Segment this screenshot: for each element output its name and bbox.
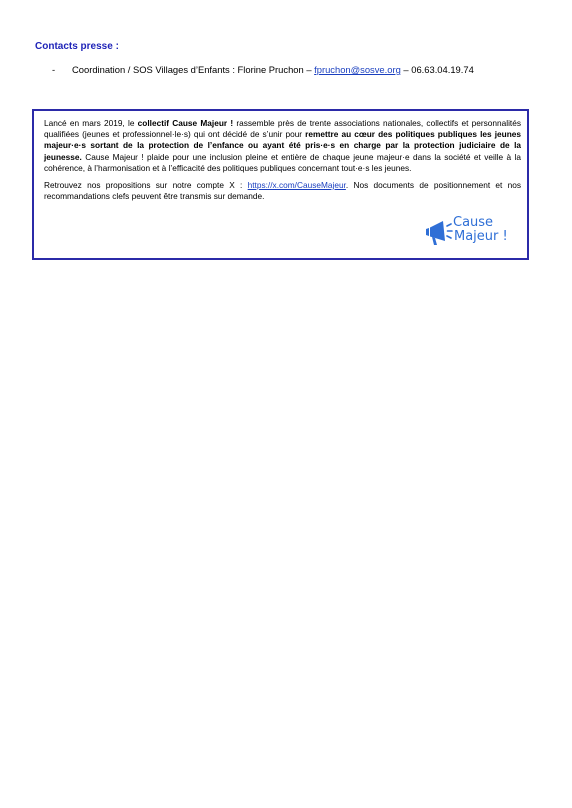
logo-line-2: Majeur ! (454, 229, 508, 244)
p1-collective-name: collectif Cause Majeur ! (137, 118, 234, 128)
contact-suffix: – 06.63.04.19.74 (400, 64, 474, 75)
info-paragraph-1 (44, 118, 521, 174)
contacts-heading: Contacts presse : (35, 41, 119, 52)
collective-info-box (32, 109, 529, 260)
p2-part-a: Retrouvez nos propositions sur notre compte X : (44, 180, 248, 191)
contact-line (52, 64, 474, 76)
contact-prefix: Coordination / SOS Villages d’Enfants : Florine Pruchon – (72, 64, 315, 75)
p2-part-b: . Nos documents de positionnement et nos recommandations clefs peuvent être transmis sur demande. (44, 180, 521, 202)
cause-majeur-logo (423, 215, 513, 249)
p1-part-e: Cause Majeur ! plaide pour une inclusion pleine et entière de chaque jeune majeur·e dans la société et veille à la cohérence, à l’harmonisation et à l’efficacité des politiques publiques concernant tout·e·s les jeunes. (44, 151, 521, 173)
x-account-link[interactable]: https://x.com/CauseMajeur (247, 180, 346, 191)
list-dash: - (52, 64, 56, 75)
contact-email-link[interactable]: fpruchon@sosve.org (314, 64, 401, 75)
info-paragraph-2 (44, 180, 521, 202)
logo-wordmark (453, 216, 508, 244)
info-box-text (44, 118, 521, 208)
p1-part-c: rassemble près de trente associations nationales, collectifs et personnalités qualifiées (jeunes et professionnel·le·s) qui ont décidé de s’unir pour (44, 118, 521, 140)
logo-line-1: Cause (453, 215, 494, 230)
p1-mission: remettre au cœur des politiques publiques les jeunes majeur·e·s sortant de la protection de l’enfance ou ayant été pris·e·s en charge par la protection judiciaire de la jeunesse. (44, 129, 521, 162)
p1-part-a: Lancé en mars 2019, le (44, 118, 138, 128)
megaphone-icon (423, 217, 453, 247)
